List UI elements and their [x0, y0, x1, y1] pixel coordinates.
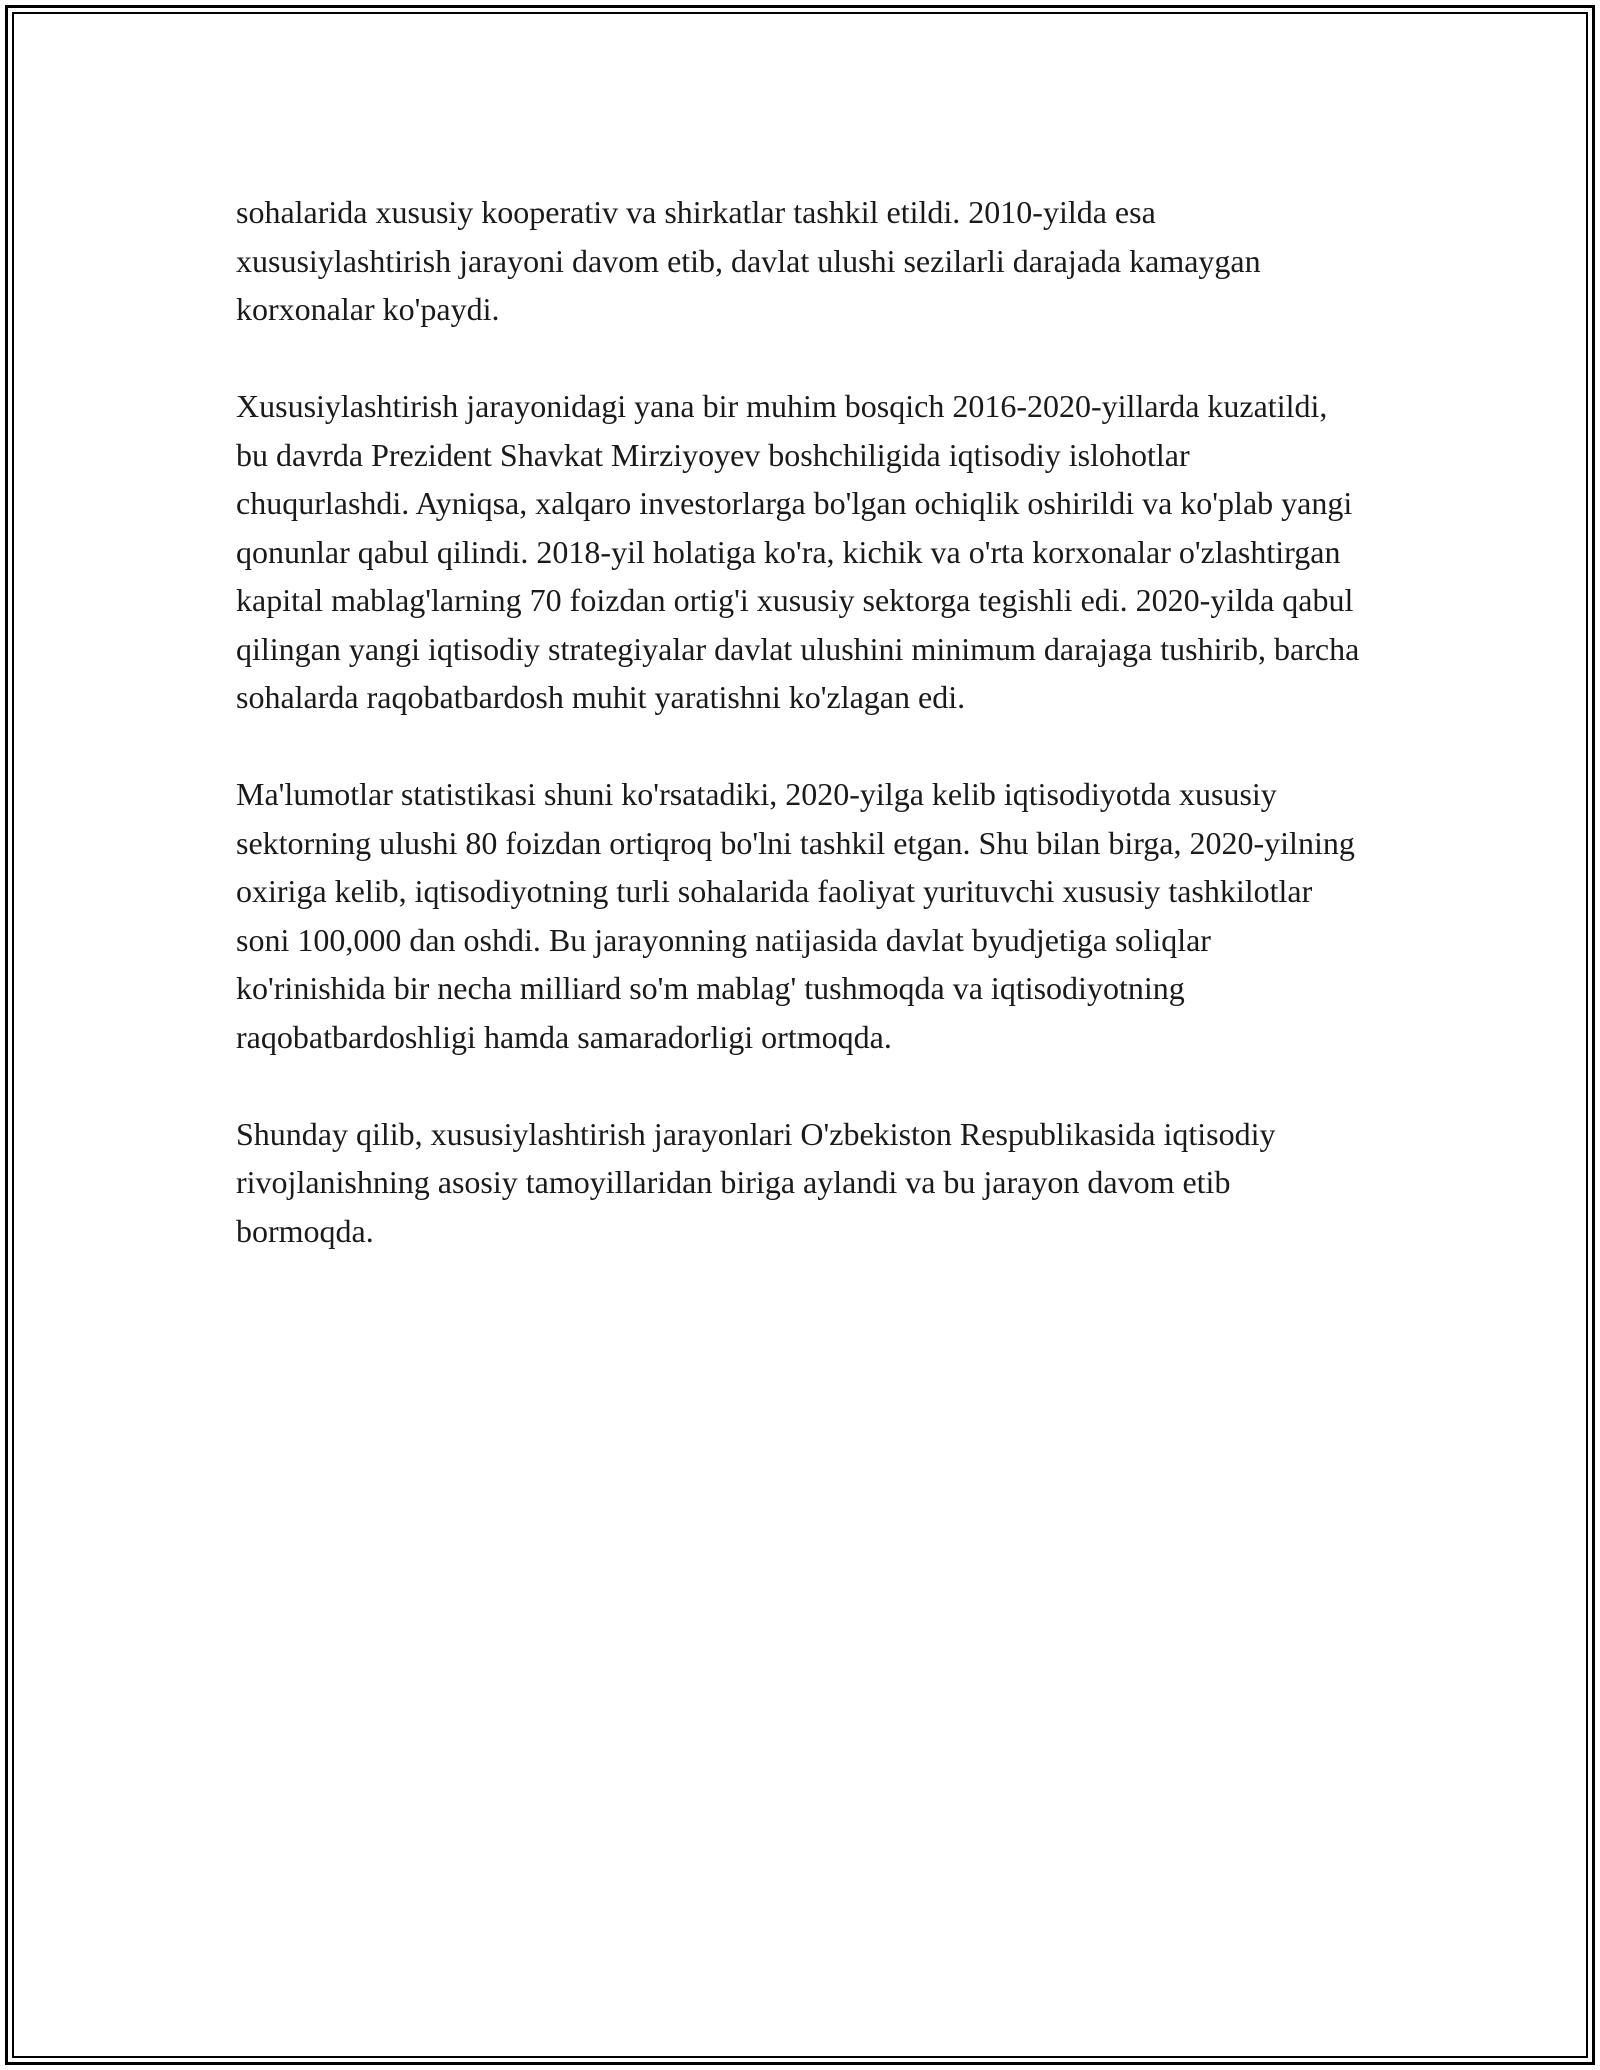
paragraph-4: Shunday qilib, xususiylashtirish jarayonlari O'zbekiston Respublikasida iqtisodiy rivojlanishning asosiy tamoyillaridan biriga aylandi va bu jarayon davom etib bormoqda. — [236, 1115, 1276, 1249]
paragraph-3: Ma'lumotlar statistikasi shuni ko'rsatadiki, 2020-yilga kelib iqtisodiyotda xususiy sektorning ulushi 80 foizdan ortiqroq bo'lni tashkil etgan. Shu bilan birga, 2020-yilning oxiriga kelib, iqtisodiyotning turli sohalarida faoliyat yurituvchi xususiy tashkilotlar soni 100,000 dan oshdi. Bu jarayonning natijasida davlat byudjetiga soliqlar ko'rinishida bir necha milliard so'm mablag' tushmoqda va iqtisodiyotning raqobatbardoshligi hamda samaradorligi ortmoqda. — [236, 776, 1355, 1055]
document-body — [236, 188, 1366, 1255]
paragraph-2: Xususiylashtirish jarayonidagi yana bir muhim bosqich 2016-2020-yillarda kuzatildi, bu davrda Prezident Shavkat Mirziyoyev boshchiligida iqtisodiy islohotlar chuqurlashdi. Ayniqsa, xalqaro investorlarga bo'lgan ochiqlik oshirildi va ko'plab yangi qonunlar qabul qilindi. 2018-yil holatiga ko'ra, kichik va o'rta korxonalar o'zlashtirgan kapital mablag'larning 70 foizdan ortig'i xususiy sektorga tegishli edi. 2020-yilda qabul qilingan yangi iqtisodiy strategiyalar davlat ulushini minimum darajaga tushirib, barcha sohalarda raqobatbardosh muhit yaratishni ko'zlagan edi. — [236, 388, 1360, 715]
paragraph-1: sohalarida xususiy kooperativ va shirkatlar tashkil etildi. 2010-yilda esa xususiylashtirish jarayoni davom etib, davlat ulushi sezilarli darajada kamaygan korxonalar ko'paydi. — [236, 194, 1261, 327]
